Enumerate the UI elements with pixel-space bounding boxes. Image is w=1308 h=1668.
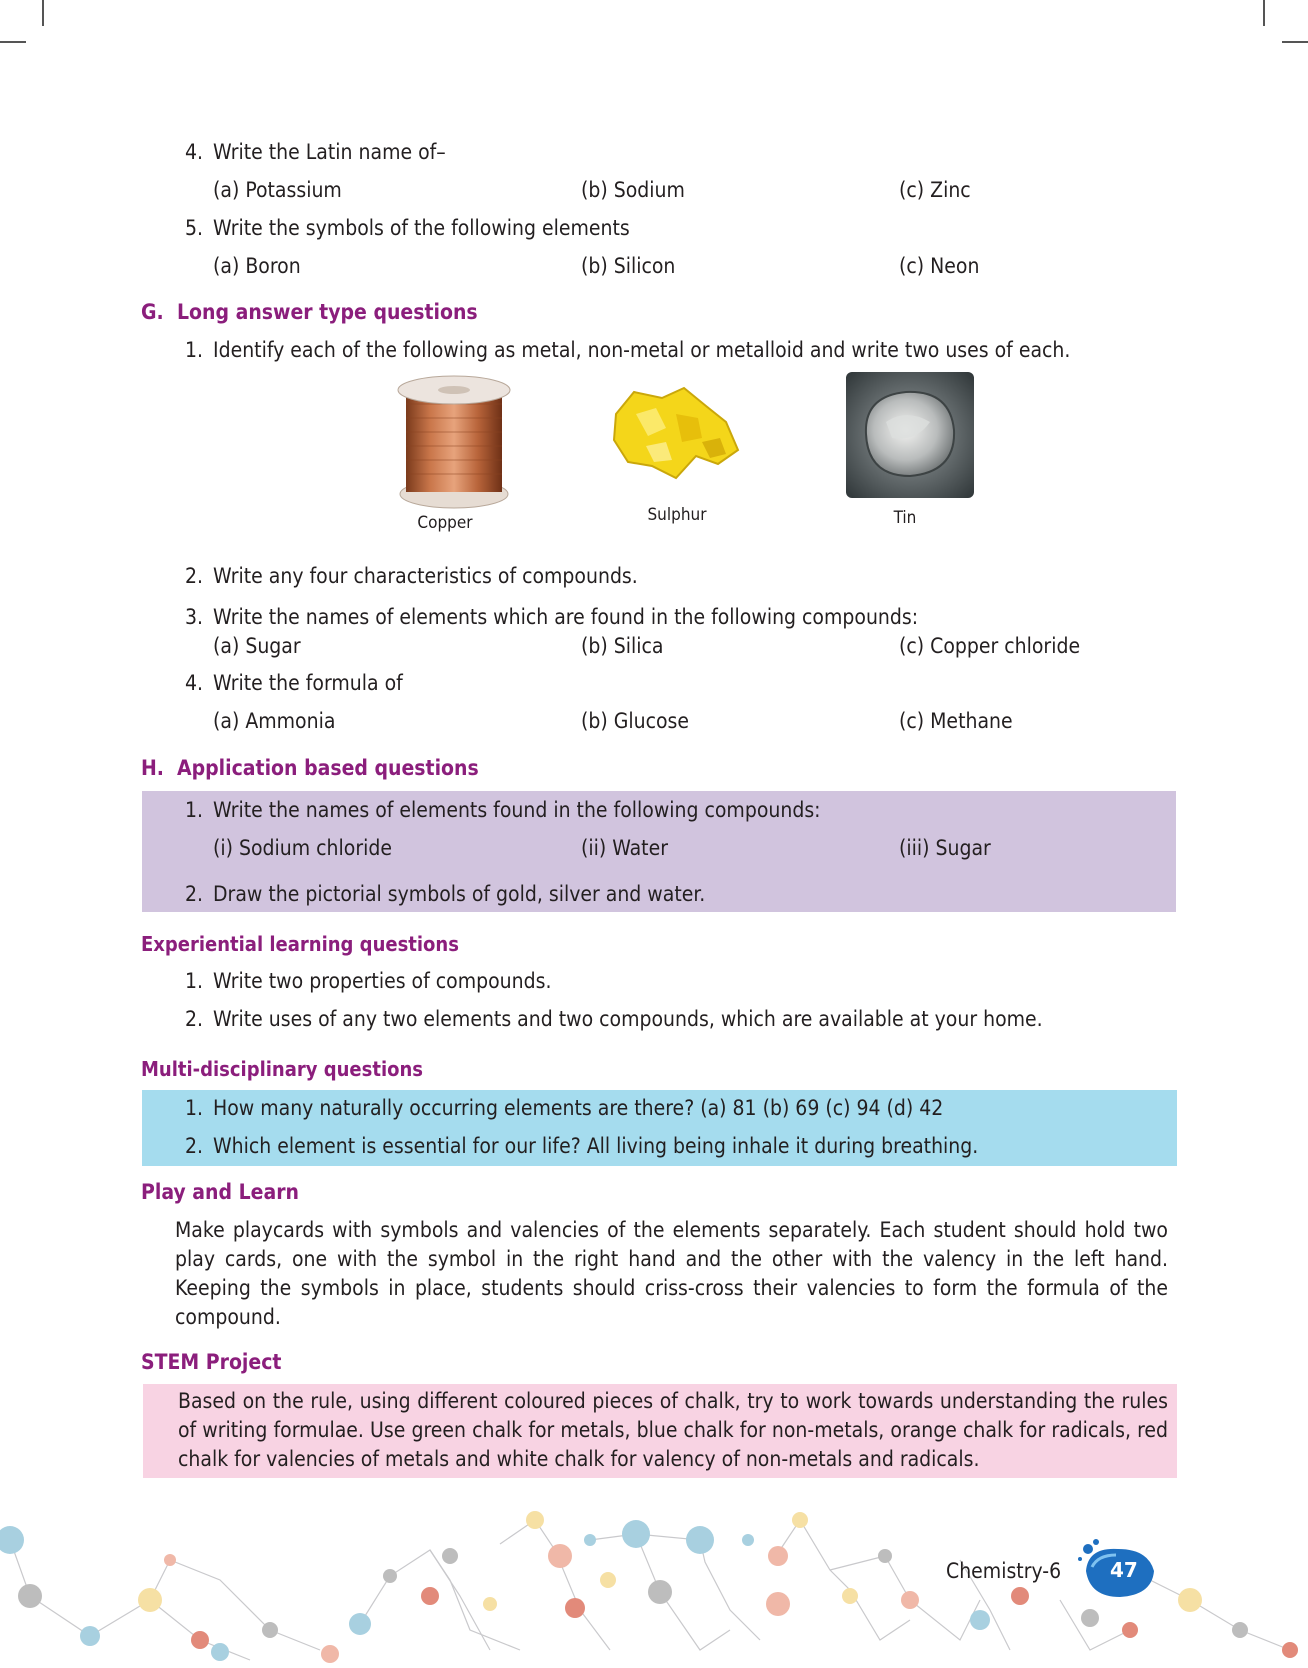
question-number: 1.	[184, 1096, 203, 1120]
question-text: Draw the pictorial symbols of gold, silver and water.	[213, 882, 706, 906]
question-text: Write the symbols of the following elements	[213, 216, 630, 240]
section-letter: G.	[141, 300, 164, 324]
option: (b) Sodium	[581, 178, 685, 202]
question-text: Write any four characteristics of compounds.	[213, 564, 638, 588]
section-heading-g	[141, 300, 478, 324]
section-title: Application based questions	[177, 756, 479, 780]
section-heading-h	[141, 756, 479, 780]
option: (a) Potassium	[213, 178, 342, 202]
option: (a) Ammonia	[213, 709, 336, 733]
tin-metal-image	[846, 372, 974, 498]
question-number: 2.	[184, 1007, 203, 1031]
option: (c) Neon	[899, 254, 980, 278]
question-number: 4.	[184, 671, 203, 695]
question-number: 1.	[184, 338, 203, 362]
question-number: 1.	[184, 798, 203, 822]
option: (c) Zinc	[899, 178, 971, 202]
image-caption-tin: Tin	[893, 508, 917, 528]
crop-mark	[1263, 0, 1265, 26]
crop-mark	[1282, 41, 1308, 43]
sulphur-crystal-image	[606, 384, 742, 484]
question-text: Write the names of elements found in the following compounds:	[213, 798, 821, 822]
question-text: Write uses of any two elements and two compounds, which are available at your home.	[213, 1007, 1043, 1031]
option: (iii) Sugar	[899, 836, 991, 860]
option: (b) Glucose	[581, 709, 690, 733]
experiential-heading: Experiential learning questions	[141, 932, 459, 956]
question-number: 2.	[184, 882, 203, 906]
multidisciplinary-heading: Multi-disciplinary questions	[141, 1057, 423, 1081]
question-number: 4.	[184, 140, 203, 164]
option: (c) Copper chloride	[899, 634, 1081, 658]
copper-wire-spool-image	[396, 374, 512, 510]
stem-text: Based on the rule, using different coloured pieces of chalk, try to work towards understanding the rules of writing formulae. Use green chalk for metals, blue chalk for non-metals, orange chalk for radicals, red chalk for valencies of metals and white chalk for valency of non-metals and radicals.	[178, 1389, 1168, 1471]
question-text: Identify each of the following as metal, non-metal or metalloid and write two uses of each.	[213, 338, 1071, 362]
option: (c) Methane	[899, 709, 1013, 733]
option: (b) Silica	[581, 634, 664, 658]
option: (b) Silicon	[581, 254, 676, 278]
stem-heading: STEM Project	[141, 1350, 282, 1374]
question-text: How many naturally occurring elements are there? (a) 81 (b) 69 (c) 94 (d) 42	[213, 1096, 944, 1120]
crop-mark	[42, 0, 44, 26]
question-number: 3.	[184, 605, 203, 629]
question-text: Write the formula of	[213, 671, 403, 695]
page-number: 47	[1110, 1558, 1138, 1582]
option: (i) Sodium chloride	[213, 836, 392, 860]
image-caption-copper: Copper	[417, 513, 473, 533]
question-number: 5.	[184, 216, 203, 240]
question-text: Which element is essential for our life? All living being inhale it during breathing.	[213, 1134, 979, 1158]
section-letter: H.	[141, 756, 164, 780]
footer-book-title: Chemistry-6	[946, 1559, 1062, 1583]
question-text: Write two properties of compounds.	[213, 969, 552, 993]
question-text: Write the names of elements which are found in the following compounds:	[213, 605, 919, 629]
page-number-badge	[1078, 1537, 1160, 1603]
play-learn-heading: Play and Learn	[141, 1180, 299, 1204]
option: (a) Boron	[213, 254, 301, 278]
option: (a) Sugar	[213, 634, 301, 658]
crop-mark	[0, 41, 26, 43]
section-title: Long answer type questions	[177, 300, 478, 324]
image-caption-sulphur: Sulphur	[647, 505, 707, 525]
option: (ii) Water	[581, 836, 668, 860]
question-text: Write the Latin name of–	[213, 140, 446, 164]
question-number: 2.	[184, 1134, 203, 1158]
question-number: 2.	[184, 564, 203, 588]
question-number: 1.	[184, 969, 203, 993]
play-learn-text: Make playcards with symbols and valencies of the elements separately. Each student should hold two play cards, one with the symbol in the right hand and the other with the valency in the left hand. Keeping the symbols in place, students should criss-cross their valencies to form the formula of the compound.	[175, 1218, 1168, 1329]
